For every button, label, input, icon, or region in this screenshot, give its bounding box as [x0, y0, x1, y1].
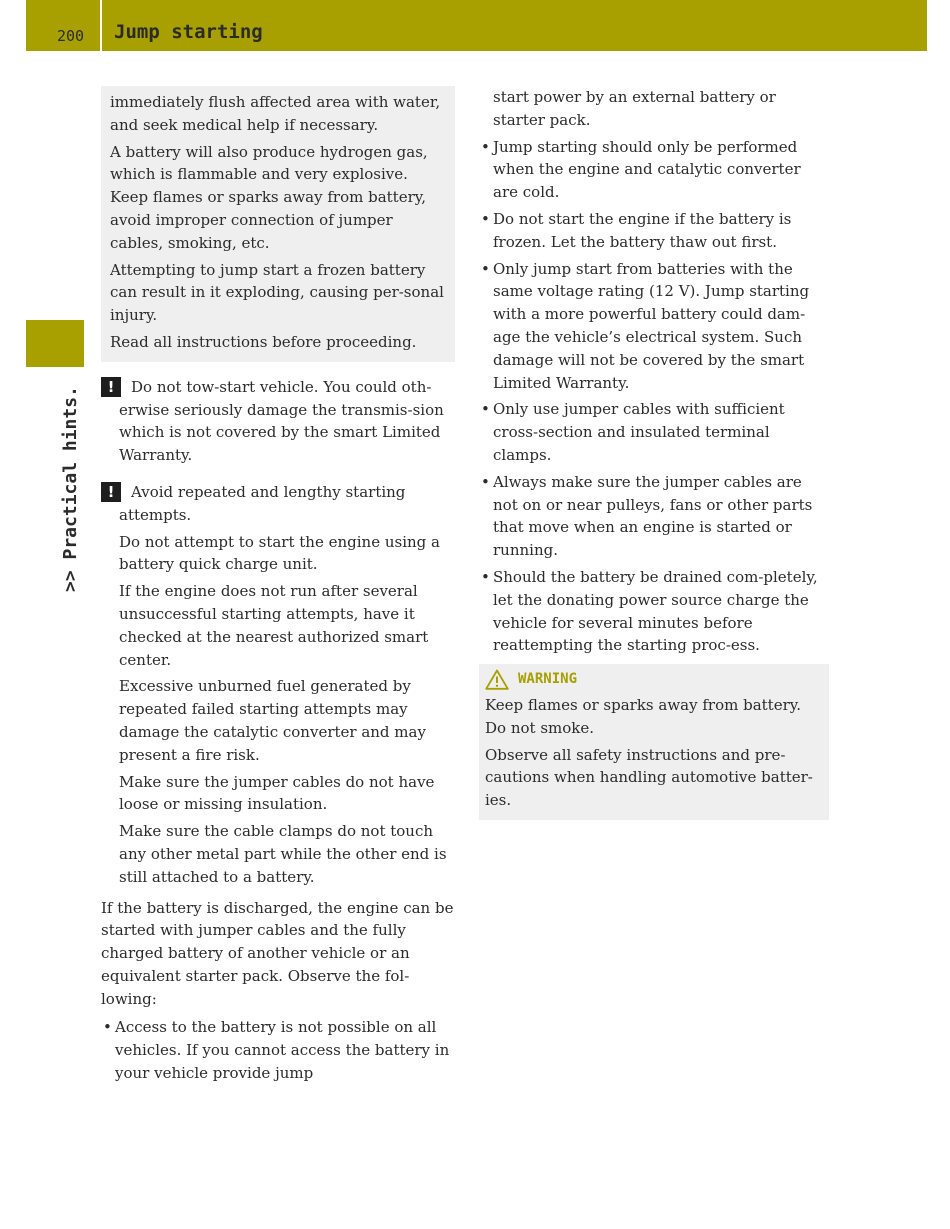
note-paragraph: Do not attempt to start the engine using a battery quick charge unit. [119, 532, 440, 574]
warning-box [479, 664, 829, 820]
list-item: • Jump starting should only be performed when the engine and catalytic converter are cold. [479, 136, 829, 204]
note-starting-attempts [101, 481, 455, 889]
header-divider [100, 0, 102, 51]
warning-heading: WARNING [518, 671, 578, 688]
list-item: • Always make sure the jumper cables are not on or near pulleys, fans or other parts that move when an engine is started or running. [479, 471, 829, 562]
danger-box [101, 86, 455, 362]
continuation-text: start power by an external battery or starter pack. [493, 88, 776, 129]
exclamation-icon: ! [101, 482, 121, 502]
right-column [479, 86, 829, 820]
left-column [101, 86, 455, 1089]
list-item: • Should the battery be drained com-pletely, let the donating power source charge the vehicle for several minutes before reattempting the starting proc-ess. [479, 566, 829, 657]
section-label: >> Practical hints. [60, 386, 81, 592]
section-tab-marker [26, 320, 84, 367]
list-item: • Only use jumper cables with sufficient cross-section and insulated terminal clamps. [479, 398, 829, 466]
bullet-list [479, 136, 829, 658]
list-item: • Access to the battery is not possible on all vehicles. If you cannot access the battery in your vehicle provide jump [101, 1016, 455, 1084]
note-paragraph: Make sure the cable clamps do not touch any other metal part while the other end is still attached to a battery. [119, 822, 447, 886]
note-paragraph: Make sure the jumper cables do not have loose or missing insulation. [119, 772, 435, 814]
list-item: • Do not start the engine if the battery is frozen. Let the battery thaw out first. [479, 208, 829, 254]
danger-paragraph: A battery will also produce hydrogen gas, which is flammable and very explosive. Keep flames or sparks away from battery, avoid improper connection of jumper cables, smoking, etc. [110, 142, 428, 252]
danger-paragraph: Read all instructions before proceeding. [110, 332, 417, 351]
danger-paragraph: Attempting to jump start a frozen battery can result in it exploding, causing per-sonal injury. [110, 260, 444, 325]
page-header [26, 0, 927, 51]
warning-header [485, 668, 821, 691]
note-paragraph: If the engine does not run after several unsuccessful starting attempts, have it checked at the nearest authorized smart center. [119, 582, 429, 669]
exclamation-icon: ! [101, 377, 121, 397]
page-title: Jump starting [114, 21, 263, 43]
note-text: Do not tow-start vehicle. You could oth-erwise seriously damage the transmis-sion which is not covered by the smart Limited Warranty. [119, 377, 444, 465]
note-lead: Avoid repeated and lengthy starting attempts. [119, 482, 406, 524]
danger-paragraph: immediately flush affected area with water, and seek medical help if necessary. [110, 93, 441, 134]
intro-paragraph: If the battery is discharged, the engine can be started with jumper cables and the fully charged battery of another vehicle or an equivalent starter pack. Observe the fol-lowing: [101, 898, 454, 1008]
warning-triangle-icon [485, 669, 509, 690]
note-tow-start [101, 376, 455, 467]
warning-paragraph: Observe all safety instructions and pre-cautions when handling automotive batter-ies. [485, 745, 813, 810]
list-item: • Only jump start from batteries with the same voltage rating (12 V). Jump starting with a more powerful battery could dam-age the vehicle’s electrical system. Such damage will not be covered by the smart Limited Warranty. [479, 258, 829, 395]
note-paragraph: Excessive unburned fuel generated by repeated failed starting attempts may damage the catalytic converter and may present a fire risk. [119, 677, 426, 764]
bullet-list [101, 1016, 455, 1084]
warning-paragraph: Keep flames or sparks away from battery. Do not smoke. [485, 695, 801, 737]
page-number: 200 [57, 27, 85, 45]
